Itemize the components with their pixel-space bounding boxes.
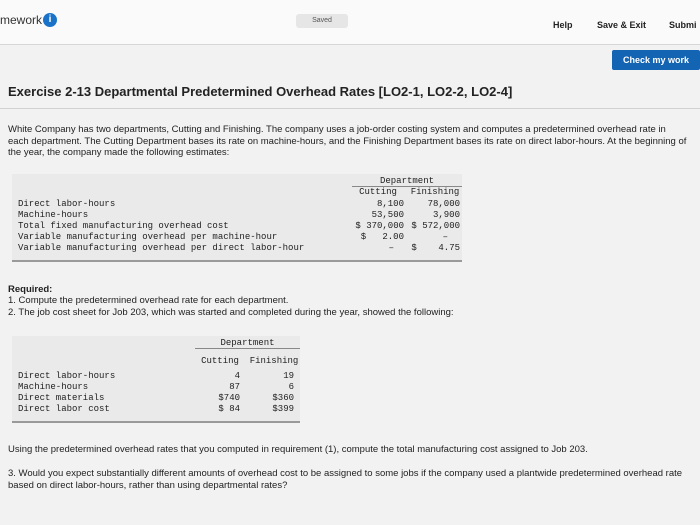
requirement-2-continued: Using the predetermined overhead rates that you computed in requirement (1), compute the total manufacturing cost assigned to Job 203. [8,444,588,455]
finishing-value: 3,900 [432,210,460,220]
requirement-2: 2. The job cost sheet for Job 203, which was started and completed during the year, showed the following: [8,307,454,318]
exercise-title: Exercise 2-13 Departmental Predetermined Overhead Rates [LO2-1, LO2-2, LO2-4] [8,84,513,99]
submit-button[interactable]: Submi [669,20,697,30]
cutting-value: 4 [234,371,240,381]
row-label: Machine-hours [18,382,89,392]
app-name: mework [0,13,43,27]
cutting-value: $ 2.00 [360,232,404,242]
row-label: Direct materials [18,393,105,403]
intro-text: White Company has two departments, Cutting and Finishing. The company uses a job-order costing system and computes a predetermined overhead rate in each department. The Cutting Department bases its rate on machine-hours, and the Finishing Department bases its rate on direct labor-hours. At the beginning of the year, the company made the following estimates: [8,124,687,158]
cutting-value: – [388,243,394,253]
estimates-table [12,174,462,262]
row-label: Direct labor-hours [18,371,116,381]
cutting-value: $740 [218,393,240,403]
row-label: Direct labor-hours [18,199,116,209]
row-label: Direct labor cost [18,404,110,414]
required-heading: Required: [8,284,53,295]
requirement-1: 1. Compute the predetermined overhead rate for each department. [8,295,289,306]
check-my-work-button[interactable]: Check my work [612,50,700,70]
finishing-value: 19 [283,371,294,381]
column-header-finishing: Finishing [249,356,299,366]
job-cost-table [12,336,300,423]
help-button[interactable]: Help [553,20,573,30]
finishing-value: $399 [272,404,294,414]
column-header-cutting: Cutting [359,187,397,197]
table-group-header: Department [195,338,300,349]
row-label: Variable manufacturing overhead per direct labor-hour [18,243,305,253]
cutting-value: 53,500 [371,210,404,220]
row-label: Variable manufacturing overhead per machine-hour [18,232,278,242]
finishing-value: $ 572,000 [411,221,460,231]
finishing-value: $ 4.75 [411,243,460,253]
finishing-value: 78,000 [427,199,460,209]
cutting-value: $ 370,000 [355,221,404,231]
requirement-3: 3. Would you expect substantially different amounts of overhead cost to be assigned to some jobs if the company used a plantwide predetermined overhead rate based on direct labor-hours, rather than using departmental rates? [8,468,683,491]
cutting-value: 87 [229,382,240,392]
table-group-header: Department [352,176,462,187]
info-icon[interactable]: i [43,13,57,27]
cutting-value: $ 84 [218,404,240,414]
top-bar [0,0,700,45]
row-label: Machine-hours [18,210,89,220]
finishing-value: – [442,232,448,242]
saved-status: Saved [296,14,348,28]
divider [0,108,700,109]
column-header-cutting: Cutting [201,356,239,366]
cutting-value: 8,100 [376,199,404,209]
row-label: Total fixed manufacturing overhead cost [18,221,229,231]
finishing-value: $360 [272,393,294,403]
finishing-value: 6 [288,382,294,392]
save-exit-button[interactable]: Save & Exit [597,20,647,30]
column-header-finishing: Finishing [410,187,460,197]
